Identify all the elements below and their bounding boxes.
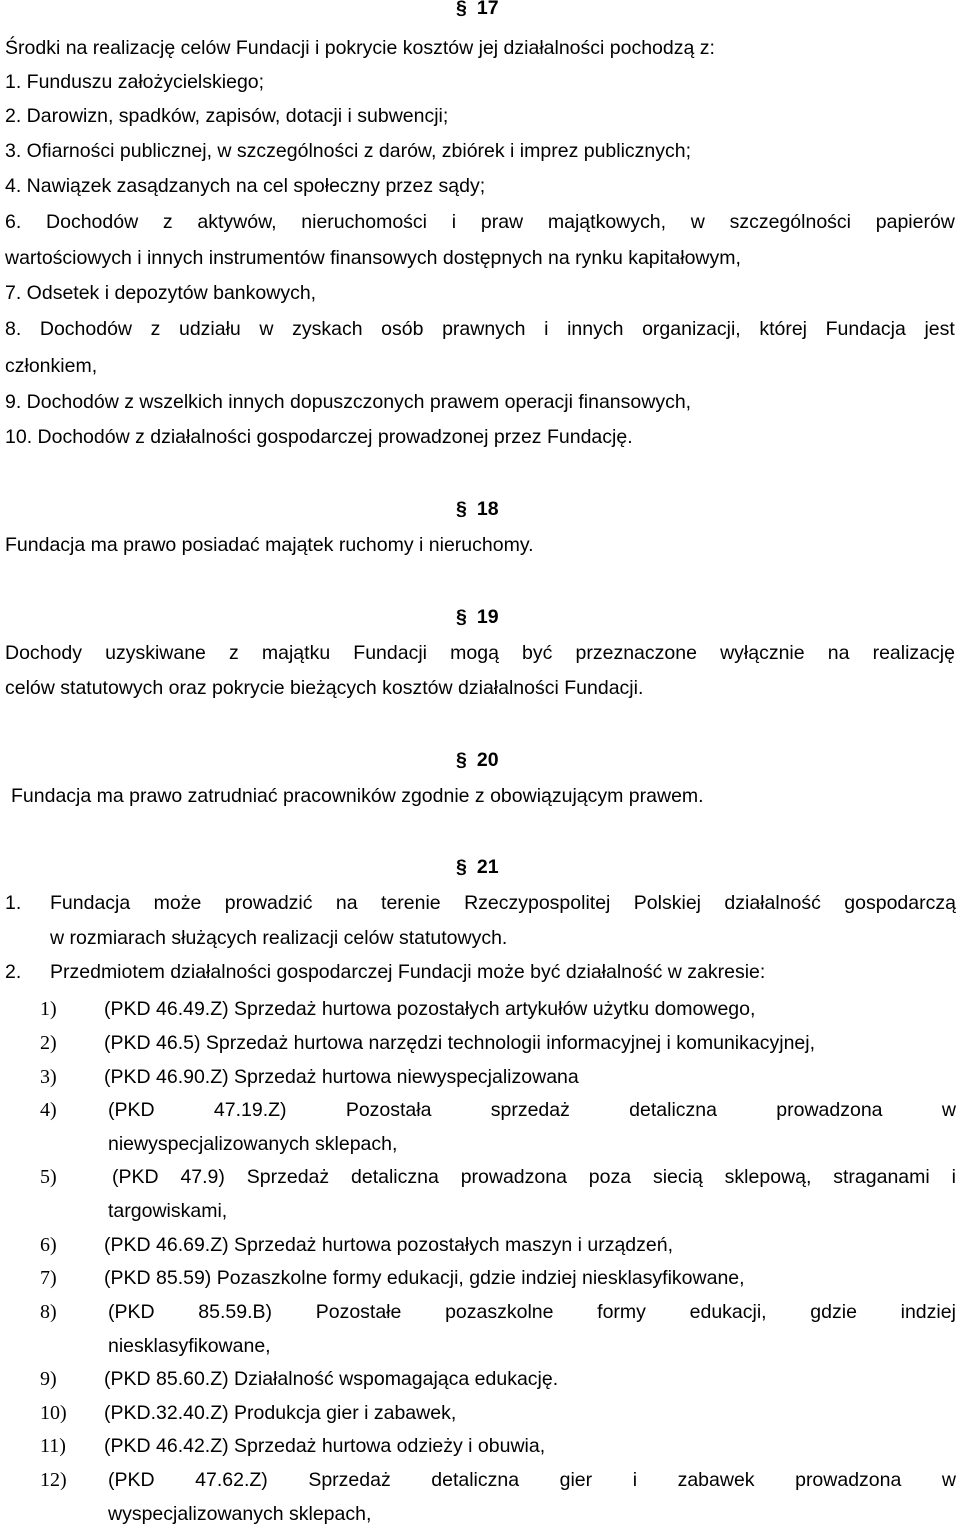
word: Fundacji (353, 642, 428, 664)
word: 47.9) (180, 1166, 225, 1188)
word: w (941, 1099, 956, 1121)
section-number: 18 (476, 498, 499, 520)
section-symbol: § (456, 606, 467, 628)
word: majątkowych, (547, 211, 667, 233)
word: Fundacja (825, 318, 906, 340)
s17-intro: Środki na realizację celów Fundacji i pokrycie kosztów jej działalności pochodzą z: (5, 37, 715, 59)
word: (PKD (108, 1469, 155, 1491)
word: pozaszkolne (445, 1301, 554, 1323)
word: uzyskiwane (105, 642, 206, 664)
word: przeznaczone (575, 642, 697, 664)
word: aktywów, (197, 211, 277, 233)
word: 47.19.Z) (213, 1099, 287, 1121)
pkd-number: 6) (40, 1234, 57, 1256)
word: Polskiej (633, 892, 701, 914)
word: nieruchomości (301, 211, 428, 233)
word: zyskach (292, 318, 363, 340)
word: papierów (875, 211, 955, 233)
section-heading-20 (456, 748, 499, 772)
word: detaliczna (629, 1099, 717, 1121)
word: prowadzić (224, 892, 313, 914)
word: z (150, 318, 161, 340)
word: Fundacja (50, 892, 131, 914)
word: na (827, 642, 850, 664)
pkd-item-7: (PKD 85.59) Pozaszkolne formy edukacji, gdzie indziej niesklasyfikowane, (104, 1267, 745, 1289)
s17-item-8-line-2: członkiem, (5, 355, 98, 377)
word: z (229, 642, 239, 664)
word: (PKD (108, 1099, 155, 1121)
word: może (153, 892, 202, 914)
pkd-number: 8) (40, 1301, 57, 1323)
section-symbol: § (456, 0, 467, 19)
word: formy (597, 1301, 646, 1323)
pkd-item-5-line-1 (112, 1165, 956, 1189)
word: wyłącznie (720, 642, 805, 664)
pkd-item-6: (PKD 46.69.Z) Sprzedaż hurtowa pozostałych maszyn i urządzeń, (104, 1234, 674, 1256)
word: sklepową, (724, 1166, 812, 1188)
word: jest (924, 318, 955, 340)
pkd-number: 3) (40, 1066, 57, 1088)
word: gdzie (810, 1301, 857, 1323)
word: Rzeczypospolitej (464, 892, 611, 914)
s21-p2-text: Przedmiotem działalności gospodarczej Fundacji może być działalność w zakresie: (50, 961, 766, 983)
word: gospodarczą (844, 892, 956, 914)
word: Sprzedaż (246, 1166, 330, 1188)
word: mogą (450, 642, 499, 664)
word: Pozostałe (315, 1301, 402, 1323)
pkd-item-3: (PKD 46.90.Z) Sprzedaż hurtowa niewyspecjalizowana (104, 1066, 579, 1088)
pkd-number: 1) (40, 998, 57, 1020)
pkd-item-8-line-2: niesklasyfikowane, (108, 1335, 271, 1357)
word: detaliczna (431, 1469, 520, 1491)
section-number: 21 (476, 856, 499, 878)
section-number: 17 (476, 0, 499, 19)
word: i (951, 1166, 956, 1188)
pkd-item-12-line-2: wyspecjalizowanych sklepach, (108, 1503, 372, 1525)
word: Dochodów (46, 211, 139, 233)
pkd-item-10: (PKD.32.40.Z) Produkcja gier i zabawek, (104, 1402, 457, 1424)
section-symbol: § (456, 498, 467, 520)
section-heading-19 (456, 605, 499, 629)
pkd-item-4-line-1 (108, 1098, 956, 1122)
word: indziej (900, 1301, 956, 1323)
section-symbol: § (456, 856, 467, 878)
word: 47.62.Z) (195, 1469, 268, 1491)
s17-item-8-line-1 (5, 317, 955, 341)
word: innych (567, 318, 624, 340)
pkd-number: 2) (40, 1032, 57, 1054)
pkd-item-9: (PKD 85.60.Z) Działalność wspomagająca edukację. (104, 1368, 559, 1390)
word: i (544, 318, 549, 340)
word: (PKD (112, 1166, 159, 1188)
word: straganami (833, 1166, 930, 1188)
s17-item-4: 4. Nawiązek zasądzanych na cel społeczny przez sądy; (5, 175, 486, 197)
pkd-item-1: (PKD 46.49.Z) Sprzedaż hurtowa pozostałych artykułów użytku domowego, (104, 998, 756, 1020)
s17-item-6-line-2: wartościowych i innych instrumentów finansowych dostępnych na rynku kapitałowym, (5, 247, 741, 269)
word: Dochody (5, 642, 82, 664)
word: osób (381, 318, 424, 340)
s20-text: Fundacja ma prawo zatrudniać pracowników zgodnie z obowiązującym prawem. (11, 785, 704, 807)
section-heading-21 (456, 855, 499, 879)
word: 85.59.B) (198, 1301, 273, 1323)
s17-item-9: 9. Dochodów z wszelkich innych dopuszczonych prawem operacji finansowych, (5, 391, 692, 413)
pkd-item-11: (PKD 46.42.Z) Sprzedaż hurtowa odzieży i obuwia, (104, 1435, 546, 1457)
word: edukacji, (689, 1301, 767, 1323)
word: 6. (5, 211, 22, 233)
s21-p1-number: 1. (5, 892, 22, 914)
word: zabawek (677, 1469, 755, 1491)
word: poza (588, 1166, 632, 1188)
word: detaliczna (351, 1166, 439, 1188)
word: w (690, 211, 705, 233)
pkd-number: 11) (40, 1435, 66, 1457)
word: szczególności (729, 211, 851, 233)
pkd-number: 5) (40, 1166, 57, 1188)
word: na (335, 892, 358, 914)
word: prowadzona (776, 1099, 883, 1121)
word: Pozostała (345, 1099, 432, 1121)
word: być (522, 642, 553, 664)
pkd-item-4-line-2: niewyspecjalizowanych sklepach, (108, 1133, 398, 1155)
pkd-item-5-line-2: targowiskami, (108, 1200, 228, 1222)
s18-text: Fundacja ma prawo posiadać majątek ruchomy i nieruchomy. (5, 534, 534, 556)
pkd-item-8-line-1 (108, 1300, 956, 1324)
pkd-item-12-line-1 (108, 1468, 956, 1492)
pkd-number: 12) (40, 1469, 67, 1491)
word: siecią (652, 1166, 703, 1188)
section-heading-18 (456, 497, 499, 521)
section-number: 20 (476, 749, 499, 771)
word: Dochodów (39, 318, 133, 340)
section-number: 19 (476, 606, 499, 628)
s17-item-10: 10. Dochodów z działalności gospodarczej prowadzonej przez Fundację. (5, 426, 633, 448)
word: prowadzona (460, 1166, 567, 1188)
word: 8. (5, 318, 22, 340)
s17-item-1: 1. Funduszu założycielskiego; (5, 71, 265, 93)
pkd-number: 7) (40, 1267, 57, 1289)
s17-item-6-line-1 (5, 210, 955, 234)
word: prawnych (442, 318, 526, 340)
word: udziału (178, 318, 241, 340)
word: której (759, 318, 808, 340)
word: z (162, 211, 173, 233)
s17-item-3: 3. Ofiarności publicznej, w szczególności z darów, zbiórek i imprez publicznych; (5, 140, 692, 162)
pkd-item-2: (PKD 46.5) Sprzedaż hurtowa narzędzi technologii informacyjnej i komunikacyjnej, (104, 1032, 816, 1054)
word: realizację (872, 642, 955, 664)
s19-line-1 (5, 641, 955, 665)
section-symbol: § (456, 749, 467, 771)
word: organizacji, (642, 318, 741, 340)
word: prowadzona (795, 1469, 902, 1491)
word: gier (559, 1469, 593, 1491)
word: w (259, 318, 274, 340)
word: w (941, 1469, 956, 1491)
word: Sprzedaż (308, 1469, 391, 1491)
word: i (632, 1469, 638, 1491)
s21-p1-line-2: w rozmiarach służących realizacji celów statutowych. (50, 927, 508, 949)
s21-p1-line-1 (50, 891, 956, 915)
word: terenie (381, 892, 441, 914)
word: (PKD (108, 1301, 155, 1323)
section-heading-17 (456, 0, 499, 20)
pkd-number: 10) (40, 1402, 67, 1424)
word: praw (480, 211, 524, 233)
s17-item-7: 7. Odsetek i depozytów bankowych, (5, 282, 317, 304)
pkd-number: 4) (40, 1099, 57, 1121)
word: sprzedaż (490, 1099, 570, 1121)
s19-line-2: celów statutowych oraz pokrycie bieżących kosztów działalności Fundacji. (5, 677, 644, 699)
word: działalność (724, 892, 821, 914)
s17-item-2: 2. Darowizn, spadków, zapisów, dotacji i subwencji; (5, 105, 449, 127)
pkd-number: 9) (40, 1368, 57, 1390)
word: majątku (261, 642, 331, 664)
s21-p2-number: 2. (5, 961, 22, 983)
word: i (451, 211, 457, 233)
